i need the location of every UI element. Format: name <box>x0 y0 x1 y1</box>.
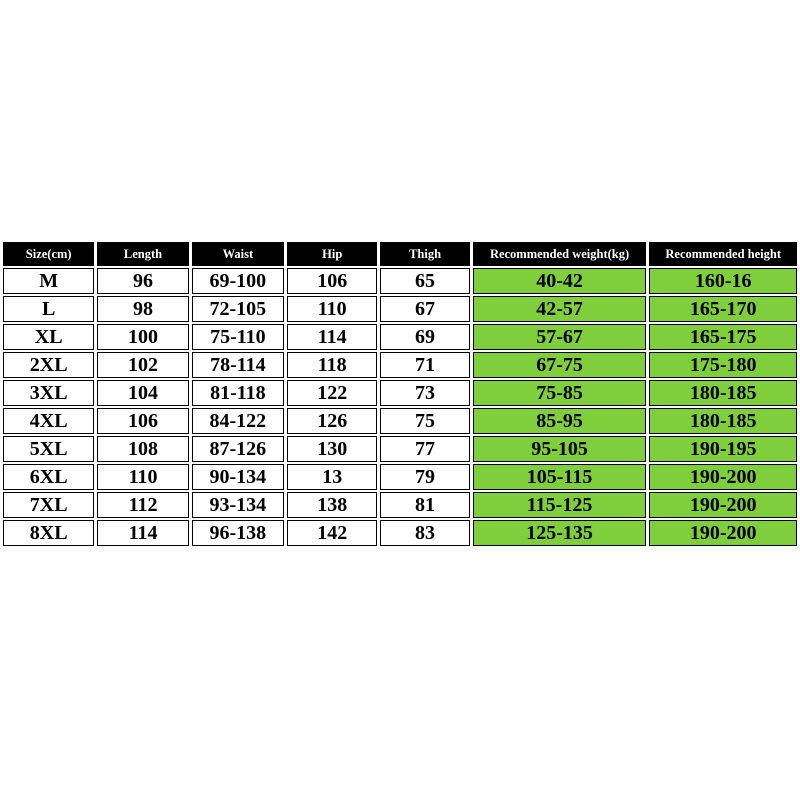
cell-recommended-weight: 42-57 <box>473 296 647 322</box>
cell-length: 104 <box>97 380 188 406</box>
cell-waist: 93-134 <box>192 492 284 518</box>
header-cell-recommended-weight: Recommended weight(kg) <box>473 242 647 266</box>
cell-size: 5XL <box>3 436 94 462</box>
cell-thigh: 83 <box>380 520 469 546</box>
cell-thigh: 65 <box>380 268 469 294</box>
cell-hip: 126 <box>287 408 377 434</box>
cell-recommended-weight: 67-75 <box>473 352 647 378</box>
size-table <box>0 240 800 548</box>
cell-recommended-height: 175-180 <box>649 352 797 378</box>
cell-recommended-weight: 95-105 <box>473 436 647 462</box>
cell-waist: 75-110 <box>192 324 284 350</box>
cell-thigh: 81 <box>380 492 469 518</box>
cell-recommended-weight: 75-85 <box>473 380 647 406</box>
table-row <box>3 492 797 518</box>
cell-length: 108 <box>97 436 188 462</box>
cell-hip: 122 <box>287 380 377 406</box>
cell-recommended-height: 180-185 <box>649 380 797 406</box>
table-row <box>3 268 797 294</box>
cell-hip: 130 <box>287 436 377 462</box>
cell-recommended-weight: 40-42 <box>473 268 647 294</box>
table-row <box>3 324 797 350</box>
table-row <box>3 520 797 546</box>
cell-thigh: 71 <box>380 352 469 378</box>
header-cell-hip: Hip <box>287 242 377 266</box>
header-row <box>3 242 797 266</box>
cell-hip: 138 <box>287 492 377 518</box>
cell-hip: 13 <box>287 464 377 490</box>
cell-size: M <box>3 268 94 294</box>
cell-recommended-height: 165-170 <box>649 296 797 322</box>
cell-thigh: 79 <box>380 464 469 490</box>
header-cell-recommended-height: Recommended height <box>649 242 797 266</box>
table-body <box>3 268 797 546</box>
cell-waist: 90-134 <box>192 464 284 490</box>
size-chart <box>0 240 800 542</box>
cell-length: 114 <box>97 520 188 546</box>
cell-length: 102 <box>97 352 188 378</box>
table-row <box>3 380 797 406</box>
cell-recommended-height: 180-185 <box>649 408 797 434</box>
cell-waist: 87-126 <box>192 436 284 462</box>
cell-thigh: 69 <box>380 324 469 350</box>
cell-hip: 106 <box>287 268 377 294</box>
header-cell-waist: Waist <box>192 242 284 266</box>
cell-size: L <box>3 296 94 322</box>
cell-recommended-weight: 85-95 <box>473 408 647 434</box>
cell-hip: 114 <box>287 324 377 350</box>
cell-length: 96 <box>97 268 188 294</box>
cell-recommended-height: 190-200 <box>649 492 797 518</box>
cell-hip: 110 <box>287 296 377 322</box>
cell-waist: 84-122 <box>192 408 284 434</box>
header-cell-thigh: Thigh <box>380 242 469 266</box>
cell-thigh: 77 <box>380 436 469 462</box>
cell-length: 110 <box>97 464 188 490</box>
cell-waist: 78-114 <box>192 352 284 378</box>
cell-recommended-height: 165-175 <box>649 324 797 350</box>
cell-hip: 118 <box>287 352 377 378</box>
cell-recommended-height: 190-200 <box>649 520 797 546</box>
cell-recommended-weight: 115-125 <box>473 492 647 518</box>
table-row <box>3 296 797 322</box>
cell-recommended-height: 190-195 <box>649 436 797 462</box>
cell-recommended-weight: 57-67 <box>473 324 647 350</box>
cell-waist: 72-105 <box>192 296 284 322</box>
header-cell-length: Length <box>97 242 188 266</box>
cell-length: 106 <box>97 408 188 434</box>
cell-recommended-height: 190-200 <box>649 464 797 490</box>
cell-recommended-weight: 105-115 <box>473 464 647 490</box>
header-cell-size: Size(cm) <box>3 242 94 266</box>
cell-waist: 81-118 <box>192 380 284 406</box>
cell-size: 8XL <box>3 520 94 546</box>
cell-size: 7XL <box>3 492 94 518</box>
cell-thigh: 67 <box>380 296 469 322</box>
cell-length: 98 <box>97 296 188 322</box>
cell-waist: 69-100 <box>192 268 284 294</box>
cell-recommended-weight: 125-135 <box>473 520 647 546</box>
cell-recommended-height: 160-16 <box>649 268 797 294</box>
cell-length: 112 <box>97 492 188 518</box>
table-row <box>3 464 797 490</box>
table-row <box>3 408 797 434</box>
table-row <box>3 352 797 378</box>
cell-size: 3XL <box>3 380 94 406</box>
cell-size: 2XL <box>3 352 94 378</box>
table-row <box>3 436 797 462</box>
cell-thigh: 73 <box>380 380 469 406</box>
cell-size: 4XL <box>3 408 94 434</box>
cell-size: XL <box>3 324 94 350</box>
cell-size: 6XL <box>3 464 94 490</box>
cell-waist: 96-138 <box>192 520 284 546</box>
cell-thigh: 75 <box>380 408 469 434</box>
cell-hip: 142 <box>287 520 377 546</box>
cell-length: 100 <box>97 324 188 350</box>
